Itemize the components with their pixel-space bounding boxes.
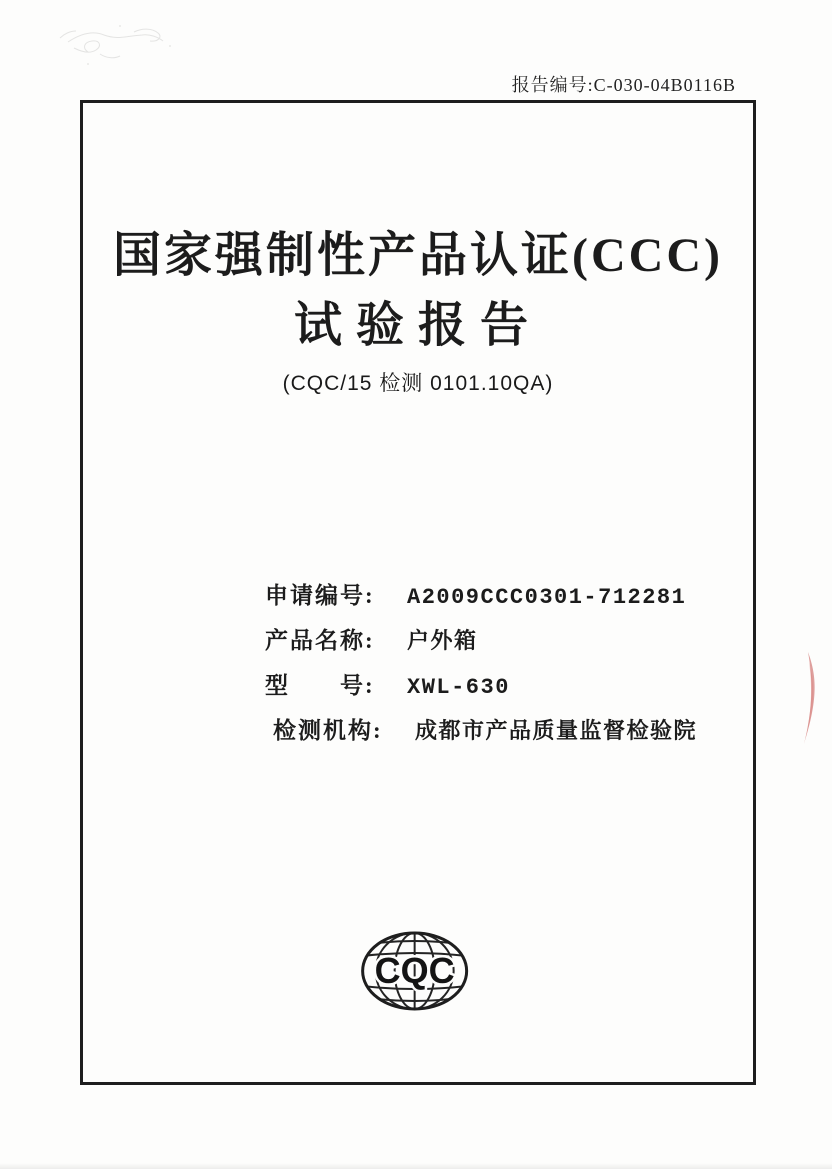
field-value: A2009CCC0301-712281 — [407, 585, 687, 610]
document-subtitle: (CQC/15 检测 0101.10QA) — [282, 372, 554, 395]
field-model-number — [265, 667, 697, 712]
cqc-logo — [359, 929, 471, 1013]
field-application-number — [265, 577, 697, 622]
cqc-logo-text: CQC — [374, 950, 455, 991]
report-number — [512, 71, 736, 97]
red-stamp-fragment — [796, 648, 824, 748]
cover-fields — [265, 577, 697, 757]
field-value: 成都市产品质量监督检验院 — [415, 720, 698, 745]
field-label: 型 号: — [265, 673, 375, 698]
scan-smudge-artifact — [30, 8, 200, 78]
field-label: 产品名称: — [265, 628, 375, 653]
report-number-label: 报告编号: — [511, 75, 594, 95]
field-label: 检测机构: — [273, 718, 383, 743]
field-label: 申请编号: — [265, 583, 375, 608]
field-testing-institution — [265, 712, 697, 757]
document-title-line2: 试验报告 — [293, 299, 542, 352]
report-number-value: C-030-04B0116B — [593, 75, 736, 95]
title-block — [83, 221, 753, 397]
cqc-globe-icon — [359, 929, 471, 1013]
field-value: 户外箱 — [407, 630, 478, 655]
scan-bottom-shading — [0, 1163, 832, 1169]
document-title-line1: 国家强制性产品认证(CCC) — [113, 229, 723, 282]
cover-frame — [80, 100, 756, 1085]
field-product-name — [265, 622, 697, 667]
field-value: XWL-630 — [407, 675, 510, 700]
